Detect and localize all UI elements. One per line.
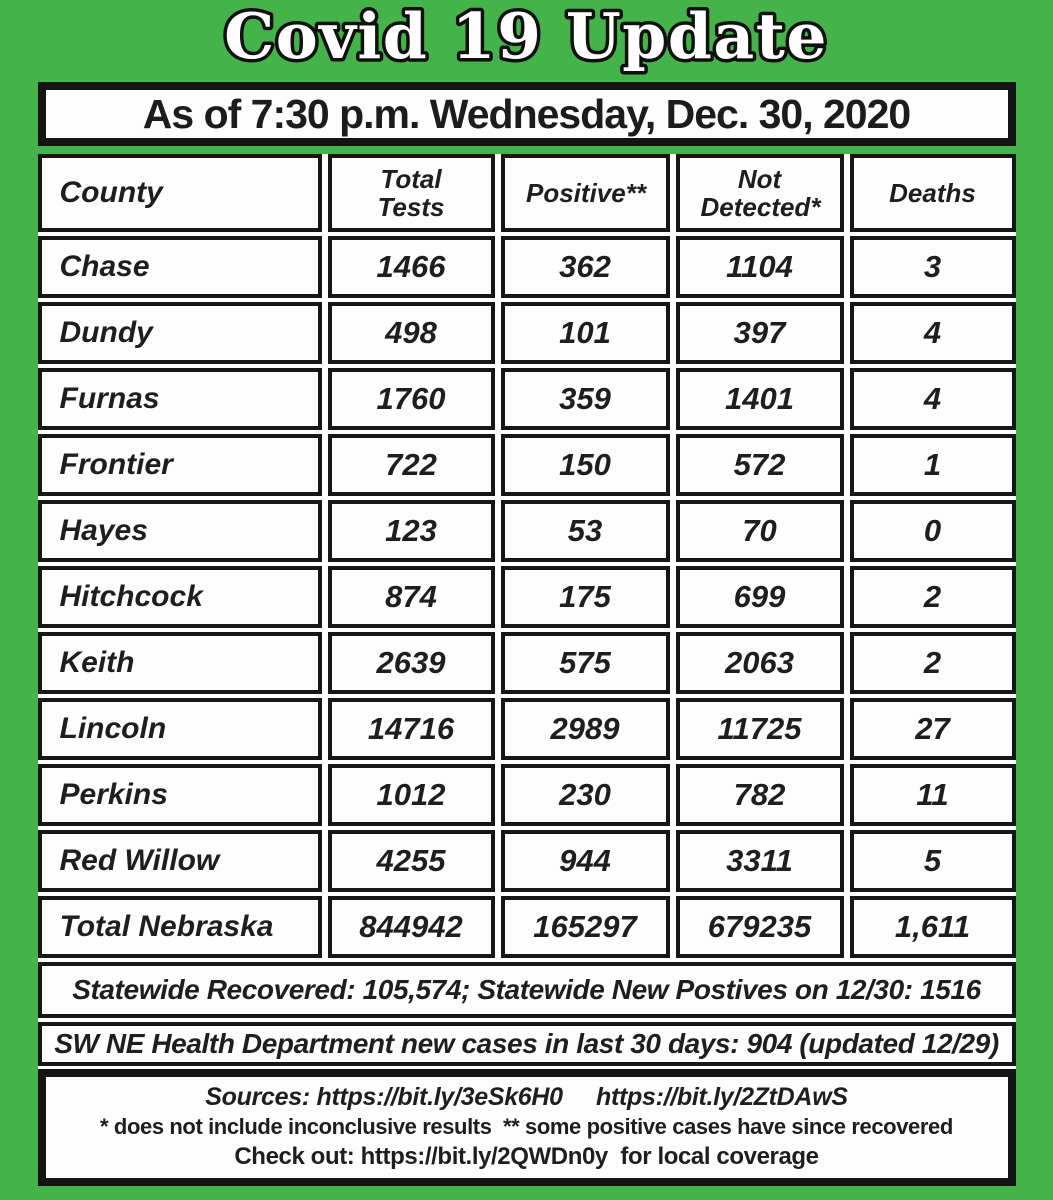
not-detected-value: 1401 [676, 368, 844, 430]
total-tests-value: 123 [328, 500, 495, 562]
county-name: Chase [38, 236, 322, 298]
total-tests-value: 14716 [328, 698, 495, 760]
total-row-label: Total Nebraska [38, 896, 322, 958]
deaths-value: 1,611 [850, 896, 1016, 958]
col-header-county-label: County [59, 175, 163, 209]
col-header-not-detected-label: Not Detected* [700, 163, 821, 222]
deaths-value: 0 [850, 500, 1016, 562]
positive-value: 2989 [501, 698, 670, 760]
as-of-text: As of 7:30 p.m. Wednesday, Dec. 30, 2020 [142, 90, 911, 137]
total-tests-value: 722 [328, 434, 495, 496]
not-detected-value: 679235 [676, 896, 844, 958]
county-name: Frontier [38, 434, 322, 496]
positive-value: 944 [501, 830, 670, 892]
positive-value: 101 [501, 302, 670, 364]
total-tests-value: 1760 [328, 368, 495, 430]
page-title: Covid 19 Update [224, 0, 828, 73]
county-name: Perkins [38, 764, 322, 826]
positive-value: 359 [501, 368, 670, 430]
col-header-not-detected [676, 154, 844, 232]
total-tests-value: 4255 [328, 830, 495, 892]
sources-box [38, 1069, 1016, 1186]
page-title-banner [0, 0, 1053, 76]
county-name: Lincoln [38, 698, 322, 760]
as-of-banner [38, 82, 1016, 146]
positive-value: 165297 [501, 896, 670, 958]
deaths-value: 2 [850, 632, 1016, 694]
deaths-value: 11 [850, 764, 1016, 826]
not-detected-value: 397 [676, 302, 844, 364]
total-tests-value: 2639 [328, 632, 495, 694]
total-tests-value: 1466 [328, 236, 495, 298]
health-dept-note-text: SW NE Health Department new cases in last 30 days: 904 (updated 12/29) [54, 1028, 999, 1059]
col-header-positive [501, 154, 670, 232]
positive-value: 362 [501, 236, 670, 298]
positive-value: 175 [501, 566, 670, 628]
col-header-positive-label: Positive** [526, 177, 646, 208]
not-detected-value: 11725 [676, 698, 844, 760]
coverage-line: Check out: https://bit.ly/2QWDn0y for local coverage [234, 1142, 819, 1170]
positive-value: 53 [501, 500, 670, 562]
deaths-value: 5 [850, 830, 1016, 892]
deaths-value: 4 [850, 302, 1016, 364]
col-header-total-tests [328, 154, 495, 232]
deaths-value: 2 [850, 566, 1016, 628]
not-detected-value: 2063 [676, 632, 844, 694]
deaths-value: 1 [850, 434, 1016, 496]
col-header-deaths-label: Deaths [889, 177, 976, 208]
positive-value: 150 [501, 434, 670, 496]
health-dept-note [38, 1022, 1016, 1066]
total-tests-value: 874 [328, 566, 495, 628]
not-detected-value: 782 [676, 764, 844, 826]
deaths-value: 4 [850, 368, 1016, 430]
statewide-note-text: Statewide Recovered: 105,574; Statewide New Postives on 12/30: 1516 [72, 974, 981, 1005]
col-header-county [38, 154, 322, 232]
total-tests-value: 844942 [328, 896, 495, 958]
positive-value: 230 [501, 764, 670, 826]
county-name: Hitchcock [38, 566, 322, 628]
deaths-value: 3 [850, 236, 1016, 298]
county-name: Furnas [38, 368, 322, 430]
col-header-deaths [850, 154, 1016, 232]
county-table [38, 154, 1016, 958]
county-name: Red Willow [38, 830, 322, 892]
statewide-note [38, 962, 1016, 1018]
not-detected-value: 1104 [676, 236, 844, 298]
positive-value: 575 [501, 632, 670, 694]
deaths-value: 27 [850, 698, 1016, 760]
asterisk-footnotes-line: * does not include inconclusive results ** some positive cases have since recovered [100, 1114, 953, 1140]
not-detected-value: 572 [676, 434, 844, 496]
col-header-total-tests-label: Total Tests [377, 163, 445, 222]
not-detected-value: 70 [676, 500, 844, 562]
content-stack [38, 154, 1016, 1186]
county-name: Hayes [38, 500, 322, 562]
total-tests-value: 498 [328, 302, 495, 364]
sources-line: Sources: https://bit.ly/3eSk6H0 https://bit.ly/2ZtDAwS [205, 1083, 848, 1111]
not-detected-value: 3311 [676, 830, 844, 892]
total-tests-value: 1012 [328, 764, 495, 826]
county-name: Dundy [38, 302, 322, 364]
not-detected-value: 699 [676, 566, 844, 628]
county-name: Keith [38, 632, 322, 694]
